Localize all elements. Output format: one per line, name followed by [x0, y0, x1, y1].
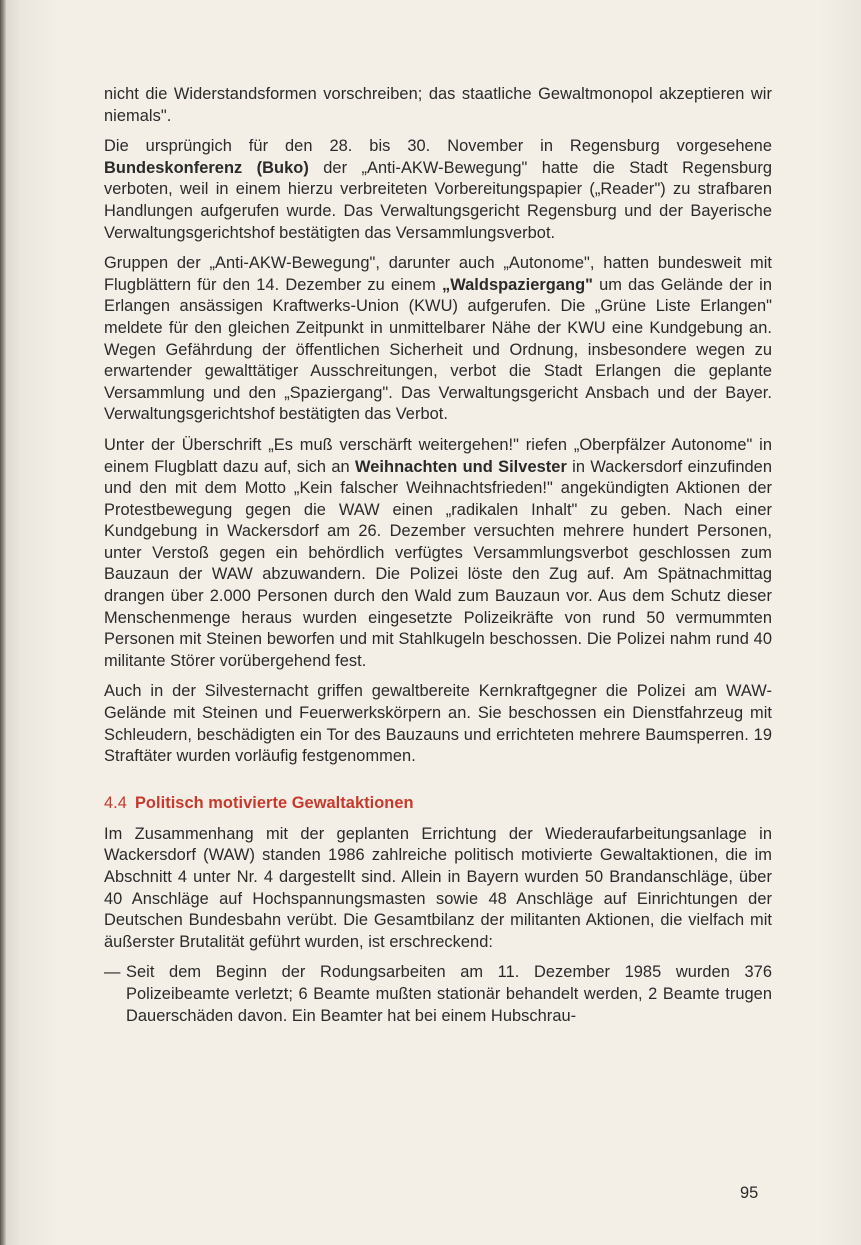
bold-term-waldspaziergang: „Waldspaziergang" — [441, 275, 593, 294]
body-text — [104, 84, 772, 1027]
section-number: 4.4 — [104, 793, 127, 812]
list-item-text: Seit dem Beginn der Rodungsarbeiten am 11. Dezember 1985 wurden 376 Polizeibeamte verletzt; 6 Beamte mußten stationär behandelt werden, 2 Beamte trugen Dauerschäden davon. Ein Beamter hat bei einem Hubschrau- — [126, 963, 772, 1025]
paragraph-text: um das Gelände der in Erlangen ansässigen Kraftwerks-Union (KWU) aufgerufen. Die „Grüne Liste Erlangen" meldete für den gleichen Zeitpunkt in unmittelbarer Nähe der KWU eine Kundgebung an. Wegen Gefährdung der öffentlichen Sicherheit und Ordnung, insbesondere wegen zu erwartender gewalttätiger Ausschreitungen, verbot die Stadt Erlangen die geplante Versammlung und den „Spaziergang". Das Verwaltungsgericht Ansbach und der Bayer. Verwaltungsgerichtshof bestätigten das Verbot. — [104, 275, 772, 424]
dash-bullet: — — [104, 963, 121, 982]
paragraph-1: nicht die Widerstandsformen vorschreiben; das staatliche Gewaltmonopol akzeptieren wir niemals". — [104, 85, 772, 125]
paragraph-weihnachten — [104, 435, 772, 673]
paragraph-buko — [104, 136, 772, 244]
section-title: Politisch motivierte Gewaltaktionen — [134, 793, 414, 812]
page-number: 95 — [740, 1184, 759, 1202]
paragraph-text: Die ursprüngich für den 28. bis 30. November in Regensburg vorgesehene — [104, 137, 772, 156]
section-heading — [104, 792, 772, 814]
paragraph-waldspaziergang — [104, 253, 772, 426]
bold-term-weihnachten: Weihnachten und Silvester — [355, 457, 567, 476]
section-paragraph: Im Zusammenhang mit der geplanten Errichtung der Wiederaufarbeitungsanlage in Wackersdorf (WAW) standen 1986 zahlreiche politisch motivierte Gewaltaktionen, die im Abschnitt 4 unter Nr. 4 dargestellt sind. Allein in Bayern wurden 50 Brandanschläge, über 40 Anschläge auf Hochspannungsmasten sowie 48 Anschläge auf Einrichtungen der Deutschen Bundesbahn verübt. Die Gesamtbilanz der militanten Aktionen, die vielfach mit äußerster Brutalität geführt wurden, ist erschreckend: — [104, 824, 772, 951]
paragraph-text: in Wackersdorf einzufinden und den mit dem Motto „Kein falscher Weihnachtsfrieden!" angekündigten Aktionen der Protestbewegung gegen die WAW einen „radikalen Inhalt" zu geben. Nach einer Kundgebung in Wackersdorf am 26. Dezember versuchten mehrere hundert Personen, unter Verstoß gegen ein behördlich verfügtes Versammlungsverbot geschlossen zum Bauzaun der WAW abzuwandern. Die Polizei löste den Zug auf. Am Spätnachmittag drangen über 2.000 Personen durch den Wald zum Bauzaun vor. Aus dem Schutz dieser Menschenmenge heraus wurden eingesetzte Polizeikräfte von rund 50 vermummten Personen mit Steinen beworfen und mit Stahlkugeln beschossen. Die Polizei nahm rund 40 militante Störer vorübergehend fest. — [104, 457, 772, 670]
book-spine-shadow — [0, 0, 6, 1245]
bold-term-buko: Bundeskonferenz (Buko) — [104, 158, 309, 177]
paragraph-silvester: Auch in der Silvesternacht griffen gewaltbereite Kernkraftgegner die Polizei am WAW-Gelände mit Steinen und Feuerwerkskörpern an. Sie beschossen ein Dienstfahrzeug mit Schleudern, beschädigten ein Tor des Bauzauns und errichteten mehrere Baumsperren. 19 Straftäter wurden vorläufig festgenommen. — [104, 682, 772, 766]
paragraph-text: Gruppen der „Anti-AKW-Bewegung", darunter auch „Autonome", hatten bundesweit mit Flugblättern für den 14. Dezember zu einem — [104, 254, 772, 294]
paragraph-text: Unter der Überschrift „Es muß verschärft weitergehen!" riefen „Oberpfälzer Autonome" in einem Flugblatt dazu auf, sich an — [104, 435, 772, 476]
list-item — [104, 962, 772, 1027]
paragraph-text: der „Anti-AKW-Bewegung" hatte die Stadt Regensburg verboten, weil in einem hierzu verbreiteten Vorbereitungspapier („Reader") zu strafbaren Handlungen aufgerufen wurde. Das Verwaltungsgericht Regensburg und der Bayerische Verwaltungsgerichtshof bestätigten das Versammlungsverbot. — [104, 158, 772, 242]
